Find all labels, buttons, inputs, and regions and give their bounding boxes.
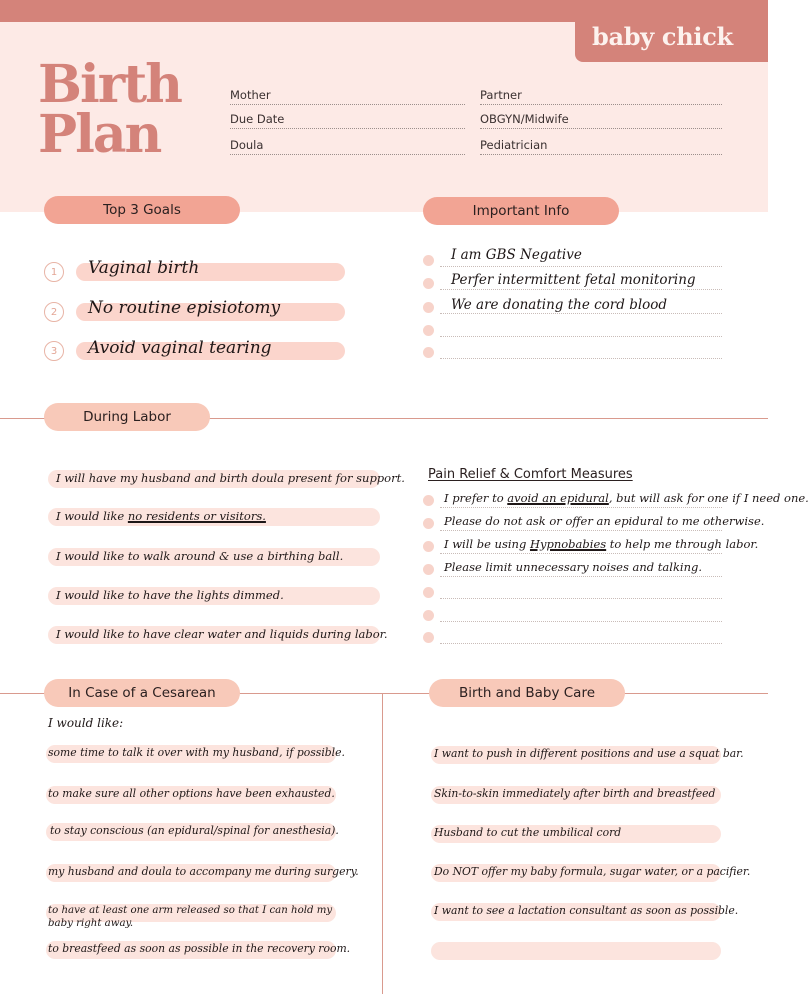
bullet-dot — [423, 564, 434, 575]
brand-logo: baby chick — [592, 22, 733, 51]
cesarean-text-2[interactable]: to make sure all other options have been exhausted. — [48, 787, 335, 800]
column-divider — [382, 693, 383, 994]
bullet-dot — [423, 325, 434, 336]
important-info-heading: Important Info — [423, 197, 619, 225]
care-text-1[interactable]: I want to push in different positions and use a squat bar. — [434, 747, 744, 760]
pain-line-7[interactable] — [440, 643, 722, 644]
partner-field[interactable] — [480, 85, 722, 105]
bullet-dot — [423, 278, 434, 289]
pain-text-1[interactable]: I prefer to avoid an epidural, but will ask for one if I need one. — [444, 491, 809, 505]
baby-care-heading: Birth and Baby Care — [429, 679, 625, 707]
pain-text-4[interactable]: Please limit unnecessary noises and talking. — [444, 560, 703, 574]
cesarean-heading: In Case of a Cesarean — [44, 679, 240, 707]
goal-text-1[interactable]: Vaginal birth — [88, 258, 200, 278]
care-bar-6[interactable] — [431, 942, 721, 960]
doula-label: Doula — [230, 138, 264, 152]
bullet-dot — [423, 587, 434, 598]
doula-field[interactable] — [230, 135, 465, 155]
due-date-label: Due Date — [230, 112, 285, 126]
info-line-3 — [440, 313, 722, 314]
care-text-5[interactable]: I want to see a lactation consultant as soon as possible. — [434, 904, 739, 917]
info-line-2 — [440, 289, 722, 290]
cesarean-intro: I would like: — [48, 716, 124, 730]
cesarean-text-4[interactable]: my husband and doula to accompany me during surgery. — [48, 865, 359, 878]
pain-line-6[interactable] — [440, 621, 722, 622]
pain-line-3 — [440, 553, 722, 554]
info-line-1 — [440, 266, 722, 267]
goal-text-3[interactable]: Avoid vaginal tearing — [88, 338, 272, 358]
care-text-4[interactable]: Do NOT offer my baby formula, sugar water, or a pacifier. — [434, 865, 751, 878]
during-labor-heading: During Labor — [44, 403, 210, 431]
obgyn-field[interactable] — [480, 109, 722, 129]
bullet-dot — [423, 495, 434, 506]
bullet-dot — [423, 610, 434, 621]
labor-text-3[interactable]: I would like to walk around & use a birthing ball. — [56, 549, 344, 563]
pediatrician-label: Pediatrician — [480, 138, 548, 152]
info-text-3[interactable]: We are donating the cord blood — [451, 297, 668, 313]
goal-number-2: 2 — [44, 302, 64, 322]
pain-line-1 — [440, 507, 722, 508]
mother-label: Mother — [230, 88, 271, 102]
info-text-1[interactable]: I am GBS Negative — [451, 247, 582, 263]
pain-line-2 — [440, 530, 722, 531]
title-line-2: Plan — [38, 104, 161, 165]
cesarean-text-6[interactable]: to breastfeed as soon as possible in the recovery room. — [48, 942, 351, 955]
care-text-3[interactable]: Husband to cut the umbilical cord — [434, 826, 622, 839]
info-line-5[interactable] — [440, 358, 722, 359]
pain-line-5[interactable] — [440, 598, 722, 599]
cesarean-text-3[interactable]: to stay conscious (an epidural/spinal for anesthesia). — [50, 824, 339, 837]
due-date-field[interactable] — [230, 109, 465, 129]
bullet-dot — [423, 255, 434, 266]
bullet-dot — [423, 518, 434, 529]
labor-text-5[interactable]: I would like to have clear water and liquids during labor. — [56, 627, 388, 641]
title-line-1: Birth — [38, 54, 181, 115]
labor-text-2[interactable]: I would like no residents or visitors. — [56, 509, 266, 523]
cesarean-text-5[interactable]: to have at least one arm released so that I can hold my baby right away. — [48, 905, 333, 929]
pain-relief-heading: Pain Relief & Comfort Measures — [428, 467, 633, 482]
mother-field[interactable] — [230, 85, 465, 105]
bullet-dot — [423, 541, 434, 552]
partner-label: Partner — [480, 88, 522, 102]
goal-number-3: 3 — [44, 341, 64, 361]
labor-text-1[interactable]: I will have my husband and birth doula present for support. — [56, 471, 405, 485]
labor-text-4[interactable]: I would like to have the lights dimmed. — [56, 588, 284, 602]
info-text-2[interactable]: Perfer intermittent fetal monitoring — [451, 272, 696, 288]
bullet-dot — [423, 347, 434, 358]
pediatrician-field[interactable] — [480, 135, 722, 155]
care-text-2[interactable]: Skin-to-skin immediately after birth and breastfeed — [434, 787, 716, 800]
goal-text-2[interactable]: No routine episiotomy — [88, 298, 281, 318]
info-line-4[interactable] — [440, 336, 722, 337]
obgyn-label: OBGYN/Midwife — [480, 112, 569, 126]
goal-number-1: 1 — [44, 262, 64, 282]
pain-line-4 — [440, 576, 722, 577]
pain-text-3[interactable]: I will be using Hypnobabies to help me through labor. — [444, 537, 759, 551]
top-goals-heading: Top 3 Goals — [44, 196, 240, 224]
cesarean-text-1[interactable]: some time to talk it over with my husband, if possible. — [48, 746, 345, 759]
page-title — [38, 54, 181, 165]
bullet-dot — [423, 632, 434, 643]
bullet-dot — [423, 302, 434, 313]
pain-text-2[interactable]: Please do not ask or offer an epidural to me otherwise. — [444, 514, 765, 528]
